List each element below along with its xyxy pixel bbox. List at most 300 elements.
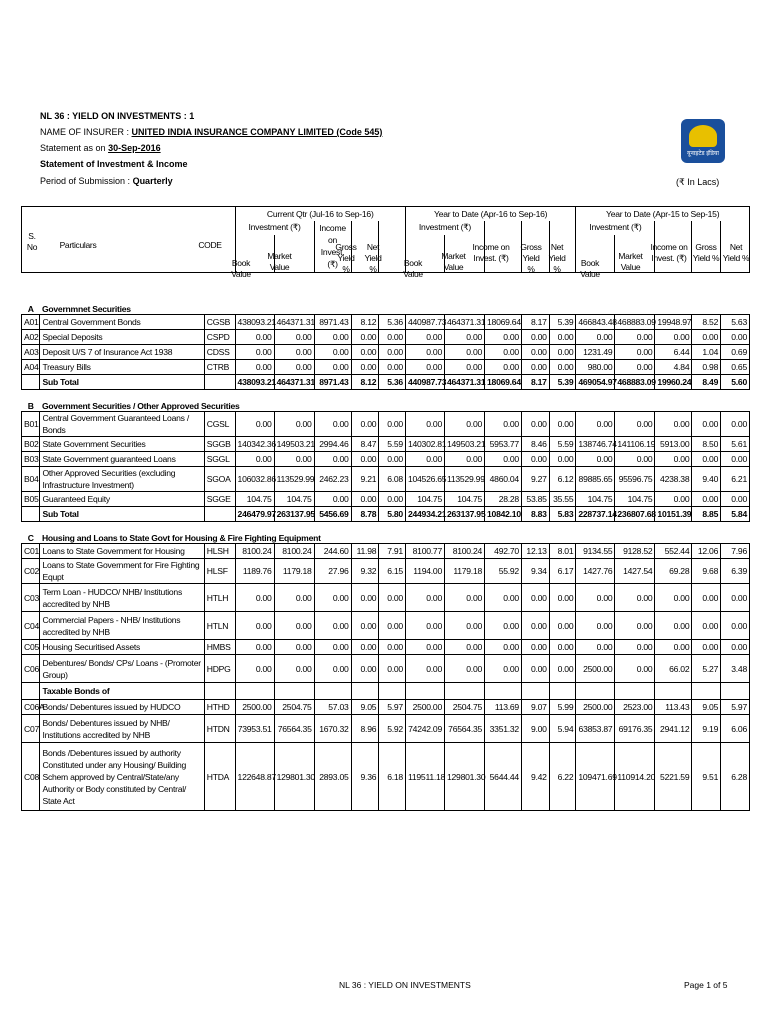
cell-value: 0.00 <box>655 640 692 655</box>
cell-value: 0.00 <box>615 412 655 437</box>
cell-value: 464371.31 <box>444 315 484 330</box>
cell-value: 0.00 <box>521 345 549 360</box>
cell-value: 0.00 <box>521 612 549 640</box>
cell-value: 10151.39 <box>655 507 692 522</box>
period-value: Quarterly <box>132 176 173 186</box>
row-sno: A03 <box>22 345 40 360</box>
cell-value: 0.00 <box>405 360 444 375</box>
cell-value: 7.91 <box>379 544 406 559</box>
cell-value: 5.80 <box>379 507 406 522</box>
row-particulars: Loans to State Government for Housing <box>40 544 204 559</box>
cell-value: 1.04 <box>692 345 721 360</box>
insurer-name: UNITED INDIA INSURANCE COMPANY LIMITED (Code 545) <box>131 127 383 137</box>
cell-value: 129801.30 <box>274 743 314 811</box>
row-sno <box>22 375 40 390</box>
cell-value: 9.51 <box>692 743 721 811</box>
cell-value: 0.00 <box>549 345 576 360</box>
investment-header: Investment (₹) <box>235 221 314 235</box>
cell-value: 0.00 <box>692 612 721 640</box>
section-row <box>22 522 750 544</box>
cell-value: 0.00 <box>235 330 274 345</box>
column-header-market-value: Market Value <box>618 251 643 272</box>
cell-value: 9.36 <box>351 743 379 811</box>
cell-value: 0.00 <box>485 655 522 683</box>
cell-value: 89885.65 <box>576 467 615 492</box>
cell-value: 35.55 <box>549 492 576 507</box>
cell-value: 19960.24 <box>655 375 692 390</box>
cell-value: 4238.38 <box>655 467 692 492</box>
cell-value: 263137.95 <box>444 507 484 522</box>
cell-value: 73953.51 <box>235 715 274 743</box>
cell-value: 0.00 <box>351 452 379 467</box>
cell-value: 0.00 <box>274 655 314 683</box>
cell-value: 9.00 <box>521 715 549 743</box>
cell-value: 18069.64 <box>485 315 522 330</box>
row-sno: C03 <box>22 584 40 612</box>
cell-value: 5913.00 <box>655 437 692 452</box>
form-title: NL 36 : YIELD ON INVESTMENTS : 1 <box>40 111 195 121</box>
cell-value: 244.60 <box>314 544 351 559</box>
cell-value: 5.36 <box>379 315 406 330</box>
row-code: HLSH <box>204 544 235 559</box>
cell-value: 0.00 <box>405 345 444 360</box>
cell-value: 113529.99 <box>274 467 314 492</box>
cell-value: 0.00 <box>274 452 314 467</box>
cell-value: 0.00 <box>485 584 522 612</box>
period-header-ytd-previous: Year to Date (Apr-15 to Sep-15) <box>576 207 750 221</box>
cell-value: 0.00 <box>351 345 379 360</box>
cell-value: 0.00 <box>576 330 615 345</box>
cell-value: 2500.00 <box>576 700 615 715</box>
cell-value: 119511.18 <box>405 743 444 811</box>
cell-value: 104.75 <box>405 492 444 507</box>
column-header-income-on-invest-short: Income on Invest. (₹) <box>472 242 510 263</box>
cell-value: 9134.55 <box>576 544 615 559</box>
cell-value: 8.46 <box>521 437 549 452</box>
cell-value: 6.39 <box>721 559 750 584</box>
cell-value: 8971.43 <box>314 315 351 330</box>
cell-value: 9.21 <box>351 467 379 492</box>
cell-value: 0.00 <box>351 492 379 507</box>
row-particulars: Central Government Guaranteed Loans / Bonds <box>40 412 204 437</box>
cell-value: 6.21 <box>721 467 750 492</box>
cell-value: 0.00 <box>405 655 444 683</box>
cell-value: 8.83 <box>521 507 549 522</box>
table-row <box>22 467 750 492</box>
cell-value: 0.00 <box>379 345 406 360</box>
cell-value: 2500.00 <box>235 700 274 715</box>
row-particulars: Other Approved Securities (excluding Infrastructure Investment) <box>40 467 204 492</box>
row-particulars: Central Government Bonds <box>40 315 204 330</box>
table-row <box>22 452 750 467</box>
cell-value: 5.99 <box>549 700 576 715</box>
cell-value: 104.75 <box>615 492 655 507</box>
row-particulars: Commercial Papers - NHB/ Institutions accredited by NHB <box>40 612 204 640</box>
cell-value: 0.00 <box>314 360 351 375</box>
cell-value: 0.00 <box>351 360 379 375</box>
cell-value: 5.59 <box>379 437 406 452</box>
row-particulars: Term Loan - HUDCO/ NHB/ Institutions accredited by NHB <box>40 584 204 612</box>
cell-value: 0.00 <box>549 330 576 345</box>
cell-value: 53.85 <box>521 492 549 507</box>
column-header-book-value: Book Value <box>580 258 600 279</box>
cell-value: 0.00 <box>274 412 314 437</box>
cell-value: 0.00 <box>444 345 484 360</box>
section-title: Government Securities / Other Approved Securities <box>41 401 240 411</box>
cell-value: 5.27 <box>692 655 721 683</box>
cell-value: 149503.21 <box>444 437 484 452</box>
page-number: Page 1 of 5 <box>684 980 728 990</box>
cell-value: 0.00 <box>521 360 549 375</box>
cell-value: 0.00 <box>444 612 484 640</box>
cell-value: 980.00 <box>576 360 615 375</box>
cell-value: 5.63 <box>721 315 750 330</box>
period-header-current-qtr: Current Qtr (Jul-16 to Sep-16) <box>235 207 405 221</box>
statement-title: Statement of Investment & Income <box>40 159 188 169</box>
cell-value: 0.00 <box>485 360 522 375</box>
cell-value: 9.32 <box>351 559 379 584</box>
column-header-net-yield: Net Yield % <box>364 242 382 274</box>
cell-value: 0.00 <box>615 655 655 683</box>
cell-value: 438093.21 <box>235 315 274 330</box>
row-code: SGGE <box>204 492 235 507</box>
logo-emblem-icon <box>689 125 717 147</box>
cell-value: 440987.73 <box>405 375 444 390</box>
cell-value: 0.00 <box>485 640 522 655</box>
row-code: CTRB <box>204 360 235 375</box>
cell-value: 5.59 <box>549 437 576 452</box>
cell-value: 1194.00 <box>405 559 444 584</box>
cell-value: 244934.21 <box>405 507 444 522</box>
cell-value: 0.00 <box>721 584 750 612</box>
cell-value: 140302.81 <box>405 437 444 452</box>
cell-value: 5644.44 <box>485 743 522 811</box>
cell-value: 8.78 <box>351 507 379 522</box>
cell-value: 0.00 <box>379 655 406 683</box>
column-header-particulars: Particulars <box>59 240 97 250</box>
cell-value: 0.00 <box>314 612 351 640</box>
statement-line: Statement as on 30-Sep-2016 <box>40 143 161 153</box>
cell-value: 0.00 <box>405 452 444 467</box>
row-sno: C02 <box>22 559 40 584</box>
cell-value: 0.00 <box>235 412 274 437</box>
cell-value: 9.05 <box>692 700 721 715</box>
cell-value: 8.49 <box>692 375 721 390</box>
cell-value: 0.00 <box>721 412 750 437</box>
table-row <box>22 492 750 507</box>
cell-value: 0.00 <box>655 584 692 612</box>
cell-value: 5.39 <box>549 375 576 390</box>
company-logo: यूनाइटेड इंडिया <box>681 119 725 163</box>
row-particulars: Guaranteed Equity <box>40 492 204 507</box>
cell-value: 0.00 <box>274 330 314 345</box>
cell-value: 0.00 <box>314 584 351 612</box>
cell-value: 2893.05 <box>314 743 351 811</box>
cell-value: 110914.20 <box>615 743 655 811</box>
table-row <box>22 584 750 612</box>
cell-value: 6.12 <box>549 467 576 492</box>
cell-value: 0.00 <box>655 612 692 640</box>
cell-value: 0.00 <box>549 640 576 655</box>
period-line: Period of Submission : Quarterly <box>40 176 173 186</box>
row-code: CGSL <box>204 412 235 437</box>
cell-value: 0.00 <box>549 612 576 640</box>
cell-value: 5221.59 <box>655 743 692 811</box>
column-header-sno: S. No <box>26 231 38 252</box>
cell-value: 0.00 <box>379 452 406 467</box>
units-label: (₹ In Lacs) <box>676 177 720 187</box>
row-sno <box>22 507 40 522</box>
cell-value: 0.00 <box>692 412 721 437</box>
cell-value: 0.00 <box>655 452 692 467</box>
cell-value: 11.98 <box>351 544 379 559</box>
yield-table <box>21 206 750 811</box>
cell-value: 5.97 <box>379 700 406 715</box>
cell-value: 0.00 <box>405 640 444 655</box>
group-label-row <box>22 683 750 700</box>
column-header-code: CODE <box>198 240 222 250</box>
table-row <box>22 743 750 811</box>
cell-value: 0.00 <box>235 655 274 683</box>
row-sno: A01 <box>22 315 40 330</box>
cell-value: 464371.31 <box>444 375 484 390</box>
table-row <box>22 412 750 437</box>
row-code: CSPD <box>204 330 235 345</box>
cell-value: 2994.46 <box>314 437 351 452</box>
cell-value: 0.00 <box>314 330 351 345</box>
row-particulars: Treasury Bills <box>40 360 204 375</box>
cell-value: 9.42 <box>521 743 549 811</box>
cell-value: 5.97 <box>721 700 750 715</box>
cell-value: 0.00 <box>485 412 522 437</box>
cell-value: 19948.97 <box>655 315 692 330</box>
cell-value: 468883.09 <box>615 375 655 390</box>
column-header-gross-yield: Gross Yield % <box>520 242 542 274</box>
cell-value: 63853.87 <box>576 715 615 743</box>
cell-value: 0.00 <box>314 492 351 507</box>
cell-value: 9.34 <box>521 559 549 584</box>
cell-value: 8100.77 <box>405 544 444 559</box>
cell-value: 6.06 <box>721 715 750 743</box>
cell-value: 0.00 <box>235 612 274 640</box>
table-row <box>22 715 750 743</box>
row-sno: B04 <box>22 467 40 492</box>
cell-value: 0.00 <box>655 492 692 507</box>
row-code: SGOA <box>204 467 235 492</box>
table-row <box>22 700 750 715</box>
row-code: SGGL <box>204 452 235 467</box>
cell-value: 0.00 <box>485 612 522 640</box>
statement-date: 30-Sep-2016 <box>108 143 161 153</box>
cell-value: 69.28 <box>655 559 692 584</box>
cell-value: 104.75 <box>576 492 615 507</box>
cell-value: 8100.24 <box>235 544 274 559</box>
row-sno: A02 <box>22 330 40 345</box>
cell-value: 469054.97 <box>576 375 615 390</box>
table-row <box>22 655 750 683</box>
cell-value: 6.17 <box>549 559 576 584</box>
row-sno: C01 <box>22 544 40 559</box>
table-row <box>22 330 750 345</box>
cell-value: 141106.19 <box>615 437 655 452</box>
cell-value: 0.00 <box>549 452 576 467</box>
section-row <box>22 390 750 412</box>
cell-value: 0.00 <box>485 330 522 345</box>
cell-value: 0.00 <box>444 655 484 683</box>
section-title: Governmnet Securities <box>41 304 131 314</box>
table-row <box>22 360 750 375</box>
cell-value: 0.00 <box>521 655 549 683</box>
cell-value: 0.00 <box>521 452 549 467</box>
cell-value: 0.00 <box>721 492 750 507</box>
cell-value: 4860.04 <box>485 467 522 492</box>
cell-value: 0.00 <box>274 612 314 640</box>
cell-value: 95596.75 <box>615 467 655 492</box>
cell-value: 8.17 <box>521 315 549 330</box>
cell-value: 0.00 <box>549 655 576 683</box>
cell-value: 0.00 <box>615 452 655 467</box>
cell-value: 1670.32 <box>314 715 351 743</box>
cell-value: 0.00 <box>521 584 549 612</box>
row-particulars: State Government guaranteed Loans <box>40 452 204 467</box>
cell-value: 8.12 <box>351 375 379 390</box>
cell-value: 8100.24 <box>274 544 314 559</box>
cell-value: 0.65 <box>721 360 750 375</box>
cell-value: 8.96 <box>351 715 379 743</box>
cell-value: 0.00 <box>235 584 274 612</box>
cell-value: 0.00 <box>314 345 351 360</box>
cell-value: 0.00 <box>576 640 615 655</box>
cell-value: 263137.95 <box>274 507 314 522</box>
cell-value: 0.00 <box>314 655 351 683</box>
cell-value: 0.00 <box>405 412 444 437</box>
cell-value: 5.94 <box>549 715 576 743</box>
investment-header: Investment (₹) <box>576 221 655 235</box>
cell-value: 6.15 <box>379 559 406 584</box>
cell-value: 2462.23 <box>314 467 351 492</box>
row-particulars: State Government Securities <box>40 437 204 452</box>
cell-value: 5.84 <box>721 507 750 522</box>
cell-value: 2523.00 <box>615 700 655 715</box>
cell-value: 0.00 <box>379 612 406 640</box>
cell-value: 0.00 <box>379 412 406 437</box>
income-header: Income on Invest. (₹) <box>314 221 351 273</box>
cell-value: 9.07 <box>521 700 549 715</box>
row-code: HTDN <box>204 715 235 743</box>
column-header-income-on-invest-short: Income on Invest. (₹) <box>650 242 688 263</box>
cell-value: 0.00 <box>692 492 721 507</box>
cell-value: 5.36 <box>379 375 406 390</box>
cell-value: 438093.21 <box>235 375 274 390</box>
column-header-book-value: Book Value <box>403 258 423 279</box>
cell-value: 0.00 <box>351 612 379 640</box>
cell-value: 0.00 <box>444 584 484 612</box>
cell-value: 0.00 <box>692 584 721 612</box>
cell-value: 138746.74 <box>576 437 615 452</box>
row-sno: C08 <box>22 743 40 811</box>
cell-value: 0.00 <box>485 345 522 360</box>
cell-value: 0.00 <box>405 584 444 612</box>
column-header-market-value: Market Value <box>267 251 292 272</box>
cell-value: 104526.65 <box>405 467 444 492</box>
cell-value: 492.70 <box>485 544 522 559</box>
cell-value: 129801.30 <box>444 743 484 811</box>
cell-value: 76564.35 <box>444 715 484 743</box>
row-code: HTDA <box>204 743 235 811</box>
cell-value: 0.00 <box>485 452 522 467</box>
cell-value: 0.00 <box>721 612 750 640</box>
cell-value: 74242.09 <box>405 715 444 743</box>
cell-value: 0.00 <box>655 412 692 437</box>
cell-value: 552.44 <box>655 544 692 559</box>
row-code: HDPG <box>204 655 235 683</box>
cell-value: 55.92 <box>485 559 522 584</box>
row-particulars: Bonds/ Debentures issued by NHB/ Institutions accredited by NHB <box>40 715 204 743</box>
cell-value: 0.00 <box>444 330 484 345</box>
cell-value: 76564.35 <box>274 715 314 743</box>
cell-value: 0.00 <box>692 640 721 655</box>
row-sno: B05 <box>22 492 40 507</box>
cell-value: 466843.48 <box>576 315 615 330</box>
row-code: SGGB <box>204 437 235 452</box>
cell-value: 0.00 <box>314 412 351 437</box>
cell-value: 2500.00 <box>576 655 615 683</box>
cell-value: 3.48 <box>721 655 750 683</box>
table-row <box>22 559 750 584</box>
footer-title: NL 36 : YIELD ON INVESTMENTS <box>339 980 471 990</box>
insurer-line: NAME OF INSURER : UNITED INDIA INSURANCE COMPANY LIMITED (Code 545) <box>40 127 383 137</box>
cell-value: 104.75 <box>235 492 274 507</box>
cell-value: 2504.75 <box>274 700 314 715</box>
column-header-market-value: Market Value <box>441 251 466 272</box>
cell-value: 0.00 <box>615 360 655 375</box>
cell-value: 0.00 <box>405 612 444 640</box>
period-header-ytd-current: Year to Date (Apr-16 to Sep-16) <box>405 207 575 221</box>
cell-value: 0.00 <box>615 330 655 345</box>
row-sno: C06A <box>22 700 40 715</box>
column-header-net-yield: Net Yield % <box>548 242 566 274</box>
cell-value: 18069.64 <box>485 375 522 390</box>
cell-value: 27.96 <box>314 559 351 584</box>
column-header-gross-yield: Gross Yield % <box>335 242 357 274</box>
cell-value: 28.28 <box>485 492 522 507</box>
cell-value: 9.19 <box>692 715 721 743</box>
cell-value: 0.00 <box>351 584 379 612</box>
cell-value: 0.00 <box>721 640 750 655</box>
cell-value: 1179.18 <box>274 559 314 584</box>
row-particulars: Debentures/ Bonds/ CPs/ Loans - (Promoter Group) <box>40 655 204 683</box>
section-title: Housing and Loans to State Govt for Housing & Fire Fighting Equipment <box>41 533 321 543</box>
cell-value: 0.00 <box>444 360 484 375</box>
cell-value: 2941.12 <box>655 715 692 743</box>
cell-value: 5.92 <box>379 715 406 743</box>
row-particulars: Sub Total <box>40 375 204 390</box>
cell-value: 1179.18 <box>444 559 484 584</box>
cell-value: 8.85 <box>692 507 721 522</box>
row-sno: C05 <box>22 640 40 655</box>
row-sno: B03 <box>22 452 40 467</box>
subtotal-row <box>22 375 750 390</box>
row-code: HTLH <box>204 584 235 612</box>
cell-value: 0.00 <box>274 640 314 655</box>
cell-value: 0.00 <box>615 612 655 640</box>
table-row <box>22 345 750 360</box>
table-row <box>22 544 750 559</box>
cell-value: 0.00 <box>444 452 484 467</box>
group-label: Taxable Bonds of <box>40 683 204 700</box>
table-row <box>22 315 750 330</box>
cell-value: 0.00 <box>314 452 351 467</box>
